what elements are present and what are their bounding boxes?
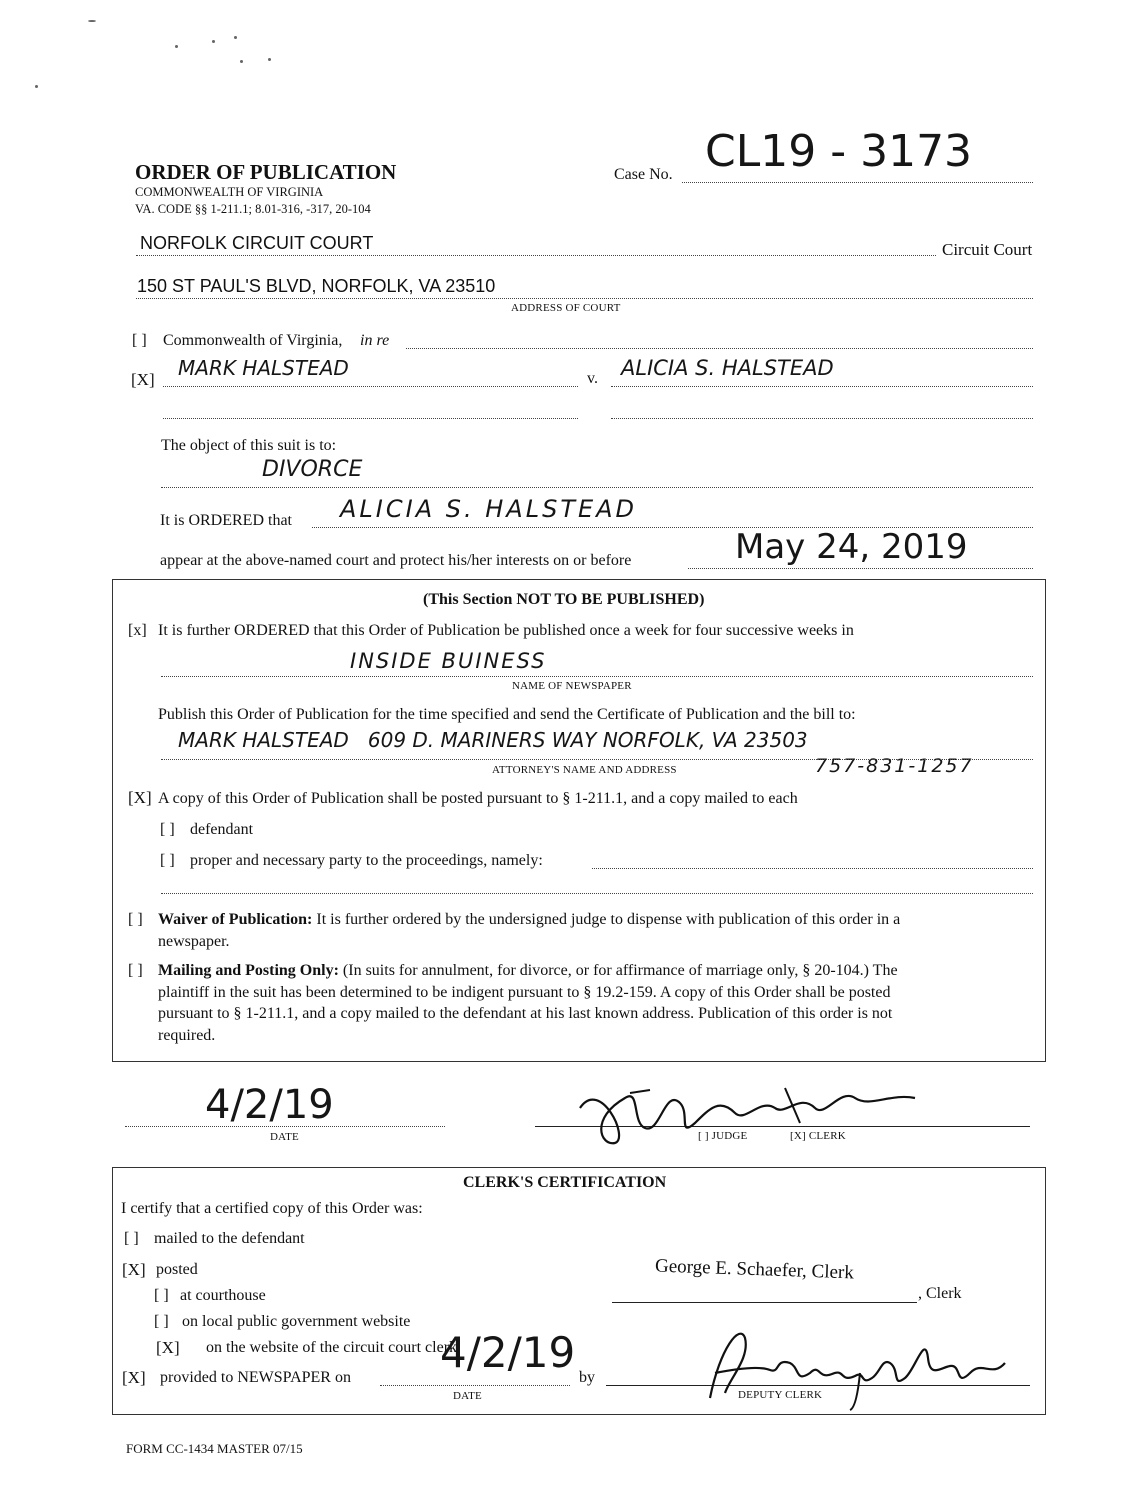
clerk-cert-intro: I certify that a certified copy of this Order was: [121,1200,423,1217]
order-date-line [125,1126,445,1127]
defendant-label: defendant [190,821,254,838]
posted-text: A copy of this Order of Publication shall be posted pursuant to § 1-211.1, and a copy mailed to each [158,790,798,807]
provided-by-label: by [579,1369,595,1386]
mailing-line-4: required. [158,1027,216,1044]
judge-label: [ ] JUDGE [698,1130,748,1142]
mailing-line-2: plaintiff in the suit has been determined to be indigent pursuant to § 19.2-159. A copy of this Order shall be posted [158,984,891,1001]
mailing-title: Mailing and Posting Only: [158,962,339,979]
newspaper-line [161,676,1033,677]
court-address-line [136,298,1033,299]
posted-checkbox[interactable]: [X] [128,788,152,807]
court-name: NORFOLK CIRCUIT COURT [140,233,374,253]
provided-date-line [380,1385,570,1386]
publish-text: It is further ORDERED that this Order of Publication be published once a week for four successive weeks in [158,622,854,639]
deputy-clerk-label: DEPUTY CLERK [738,1389,823,1401]
scan-speck [240,60,243,63]
object-label: The object of this suit is to: [161,437,337,454]
plaintiff-line-2 [163,418,578,419]
circuit-website-label: on the website of the circuit court clerk [206,1339,458,1356]
not-published-heading: (This Section NOT TO BE PUBLISHED) [423,591,705,608]
defendant-name: ALICIA S. HALSTEAD [621,356,834,380]
object-value: DIVORCE [262,457,363,482]
scan-speck [175,45,178,48]
order-date-value: 4/2/19 [205,1082,334,1128]
attorney-line [161,759,1033,760]
order-date-label: DATE [270,1131,299,1143]
plaintiff-name: MARK HALSTEAD [178,356,349,380]
waiver-checkbox[interactable]: [ ] [128,911,143,928]
provided-date-label: DATE [453,1390,482,1402]
court-address: 150 ST PAUL'S BLVD, NORFOLK, VA 23510 [137,276,496,296]
form-code: VA. CODE §§ 1-211.1; 8.01-316, -317, 20-104 [135,202,371,216]
waiver-text-2: newspaper. [158,933,230,950]
clerk-suffix: , Clerk [918,1285,962,1302]
scan-speck [212,40,215,43]
judge-signature [570,1068,930,1148]
appear-date-line [688,568,1033,569]
defendant-line [611,386,1033,387]
newspaper-name: INSIDE BUINESS [350,649,547,673]
clerk-stamp: George E. Schaefer, Clerk [654,1255,855,1284]
clerk-label: [X] CLERK [790,1130,846,1142]
courthouse-label: at courthouse [180,1287,266,1304]
party-line [592,868,1033,869]
local-website-label: on local public government website [182,1313,411,1330]
ordered-party: ALICIA S. HALSTEAD [340,495,638,523]
versus-label: v. [587,370,598,387]
mailing-line-3: pursuant to § 1-211.1, and a copy mailed to the defendant at his last known address. Publication of this order is not [158,1005,893,1022]
defendant-checkbox[interactable]: [ ] [160,821,175,838]
scan-speck [88,20,96,22]
court-address-label: ADDRESS OF COURT [511,302,621,314]
clerk-cert-heading: CLERK'S CERTIFICATION [463,1174,667,1191]
mailing-line-1: (In suits for annulment, for divorce, or for affirmance of marriage only, § 20-104.) The [342,962,898,979]
courthouse-checkbox[interactable]: [ ] [154,1287,169,1304]
plaintiff-checkbox[interactable]: [X] [131,370,155,389]
scan-speck [35,85,38,88]
form-subtitle: COMMONWEALTH OF VIRGINIA [135,185,324,199]
plaintiff-line [163,386,578,387]
provided-label: provided to NEWSPAPER on [160,1369,351,1386]
local-website-checkbox[interactable]: [ ] [154,1313,169,1330]
appear-label: appear at the above-named court and protect his/her interests on or before [160,552,632,569]
commonwealth-label: Commonwealth of Virginia, [163,332,343,349]
attorney-phone: 757-831-1257 [815,755,974,777]
scan-speck [234,36,237,39]
commonwealth-checkbox[interactable]: [ ] [132,332,147,349]
mailing-checkbox[interactable]: [ ] [128,962,143,979]
send-text: Publish this Order of Publication for the time specified and send the Certificate of Publication and the bill to: [158,706,856,723]
waiver-text: It is further ordered by the undersigned judge to dispense with publication of this order in a [316,911,901,928]
newspaper-label: NAME OF NEWSPAPER [512,680,632,692]
provided-checkbox[interactable]: [X] [122,1368,146,1387]
cert-posted-checkbox[interactable]: [X] [122,1260,146,1279]
party-checkbox[interactable]: [ ] [160,852,175,869]
attorney-label: ATTORNEY'S NAME AND ADDRESS [492,764,677,776]
party-label: proper and necessary party to the proceedings, namely: [190,852,543,869]
form-title: ORDER OF PUBLICATION [135,160,397,184]
waiver-title: Waiver of Publication: [158,911,313,928]
case-no-line [682,182,1033,183]
court-name-suffix: Circuit Court [942,240,1033,259]
appear-date: May 24, 2019 [735,527,968,567]
circuit-website-checkbox[interactable]: [X] [156,1338,180,1357]
object-line [161,487,1033,488]
court-name-line [136,255,936,256]
mailed-label: mailed to the defendant [154,1230,305,1247]
commonwealth-in-re: in re [360,332,390,349]
defendant-line-2 [611,418,1033,419]
provided-date-value: 4/2/19 [440,1328,576,1377]
case-no-label: Case No. [614,166,673,183]
clerk-name-line [612,1302,917,1303]
case-no-value: CL19 - 3173 [705,126,973,177]
mailed-checkbox[interactable]: [ ] [124,1230,139,1247]
party-line-2 [161,893,1033,894]
in-re-line [406,348,1033,349]
form-id: FORM CC-1434 MASTER 07/15 [126,1441,303,1456]
waiver-paragraph [158,911,1038,929]
mailing-line-1-row [158,962,898,980]
scan-speck [268,58,271,61]
ordered-label: It is ORDERED that [160,512,292,529]
cert-posted-label: posted [156,1261,198,1278]
attorney-address: MARK HALSTEAD 609 D. MARINERS WAY NORFOLK, VA 23503 [178,728,808,752]
publish-checkbox[interactable]: [x] [128,622,147,639]
